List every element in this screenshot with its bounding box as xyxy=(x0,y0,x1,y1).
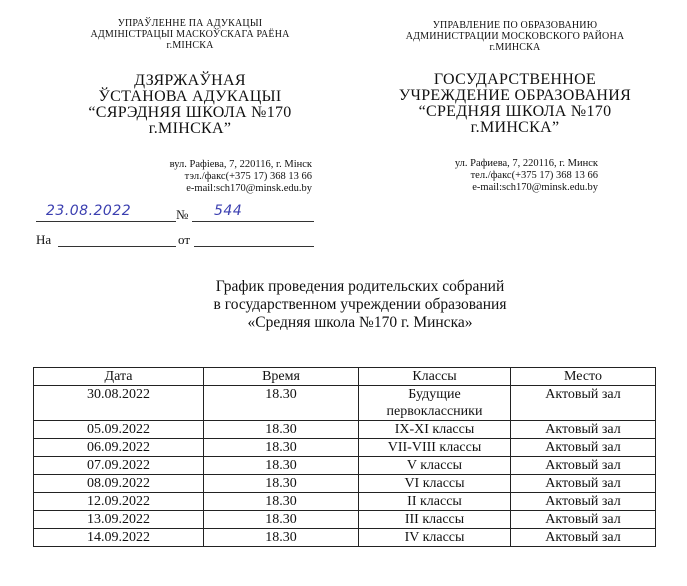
dept-line-3: г.МИНСКА xyxy=(489,42,541,53)
cell-date: 05.09.2022 xyxy=(34,421,204,439)
from-underline xyxy=(194,246,314,247)
cell-time: 18.30 xyxy=(204,386,359,421)
table-row xyxy=(34,421,656,439)
email: e-mail:sch170@minsk.edu.by xyxy=(472,182,598,193)
col-header-place: Место xyxy=(511,368,656,386)
phone: тэл./факс(+375 17) 368 13 66 xyxy=(184,171,312,182)
from-label: от xyxy=(178,232,191,247)
org-line-3: “СЯРЭДНЯЯ ШКОЛА №170 xyxy=(88,104,292,121)
classes-line-2: первоклассники xyxy=(386,404,483,419)
cell-place: Актовый зал xyxy=(511,529,656,547)
table-row xyxy=(34,529,656,547)
table-row xyxy=(34,511,656,529)
on-underline xyxy=(58,246,176,247)
handwritten-date: 23.08.2022 xyxy=(46,203,132,219)
col-header-date: Дата xyxy=(34,368,204,386)
cell-place: Актовый зал xyxy=(511,439,656,457)
cell-date: 30.08.2022 xyxy=(34,386,204,421)
cell-date: 08.09.2022 xyxy=(34,475,204,493)
cell-classes: VI классы xyxy=(359,475,511,493)
cell-time: 18.30 xyxy=(204,511,359,529)
title-line-3: «Средняя школа №170 г. Минска» xyxy=(247,314,473,331)
cell-classes: V классы xyxy=(359,457,511,475)
dept-line-1: УПРАЎЛЕННЕ ПА АДУКАЦЫІ xyxy=(117,18,263,29)
number-label: № xyxy=(176,207,189,222)
cell-time: 18.30 xyxy=(204,529,359,547)
cell-place: Актовый зал xyxy=(511,421,656,439)
document-title xyxy=(150,278,570,332)
cell-classes: VII-VIII классы xyxy=(359,439,511,457)
org-line-1: ДЗЯРЖАЎНАЯ xyxy=(134,72,246,89)
org-line-4: г.МИНСКА” xyxy=(470,119,560,136)
table-row xyxy=(34,386,656,421)
cell-classes: III классы xyxy=(359,511,511,529)
address: вул. Рафіева, 7, 220116, г. Мінск xyxy=(169,159,312,170)
col-header-time: Время xyxy=(204,368,359,386)
cell-date: 14.09.2022 xyxy=(34,529,204,547)
cell-place: Актовый зал xyxy=(511,511,656,529)
org-line-1: ГОСУДАРСТВЕННОЕ xyxy=(433,71,597,88)
cell-place: Актовый зал xyxy=(511,457,656,475)
contact-block xyxy=(40,159,340,195)
cell-time: 18.30 xyxy=(204,439,359,457)
cell-place: Актовый зал xyxy=(511,475,656,493)
org-line-3: “СРЕДНЯЯ ШКОЛА №170 xyxy=(418,103,612,120)
dept-line-1: УПРАВЛЕНИЕ ПО ОБРАЗОВАНИЮ xyxy=(432,20,598,31)
title-line-1: График проведения родительских собраний xyxy=(215,278,505,295)
cell-classes xyxy=(359,386,511,421)
table-row xyxy=(34,457,656,475)
col-header-classes: Классы xyxy=(359,368,511,386)
table-row xyxy=(34,493,656,511)
cell-classes: II классы xyxy=(359,493,511,511)
meeting-schedule-table xyxy=(33,367,656,547)
phone: тел./факс(+375 17) 368 13 66 xyxy=(470,170,598,181)
cell-time: 18.30 xyxy=(204,475,359,493)
address: ул. Рафиева, 7, 220116, г. Минск xyxy=(454,158,598,169)
number-underline xyxy=(192,221,314,222)
cell-time: 18.30 xyxy=(204,493,359,511)
header-russian xyxy=(370,20,660,194)
dept-line-2: АДМІНІСТРАЦЫІ МАСКОЎСКАГА РАЁНА xyxy=(90,29,290,40)
org-line-2: УЧРЕЖДЕНИЕ ОБРАЗОВАНИЯ xyxy=(398,87,632,104)
table-header-row xyxy=(34,368,656,386)
date-underline xyxy=(36,221,176,222)
table-row xyxy=(34,475,656,493)
cell-classes: IV классы xyxy=(359,529,511,547)
dept-line-3: г.МІНСКА xyxy=(166,40,214,51)
cell-classes: IX-XI классы xyxy=(359,421,511,439)
contact-block xyxy=(370,158,660,194)
dept-line-2: АДМИНИСТРАЦИИ МОСКОВСКОГО РАЙОНА xyxy=(405,31,625,42)
cell-place: Актовый зал xyxy=(511,493,656,511)
on-label: На xyxy=(36,232,52,247)
handwritten-number: 544 xyxy=(214,203,243,219)
cell-date: 13.09.2022 xyxy=(34,511,204,529)
classes-line-1: Будущие xyxy=(408,387,461,402)
cell-date: 07.09.2022 xyxy=(34,457,204,475)
title-line-2: в государственном учреждении образования xyxy=(213,296,507,313)
cell-place: Актовый зал xyxy=(511,386,656,421)
org-line-4: г.МІНСКА” xyxy=(148,120,232,137)
header-belarusian xyxy=(40,18,340,195)
email: e-mail:sch170@minsk.edu.by xyxy=(186,183,312,194)
cell-time: 18.30 xyxy=(204,421,359,439)
cell-time: 18.30 xyxy=(204,457,359,475)
cell-date: 06.09.2022 xyxy=(34,439,204,457)
cell-date: 12.09.2022 xyxy=(34,493,204,511)
table-row xyxy=(34,439,656,457)
org-line-2: ЎСТАНОВА АДУКАЦЫІ xyxy=(98,88,282,105)
